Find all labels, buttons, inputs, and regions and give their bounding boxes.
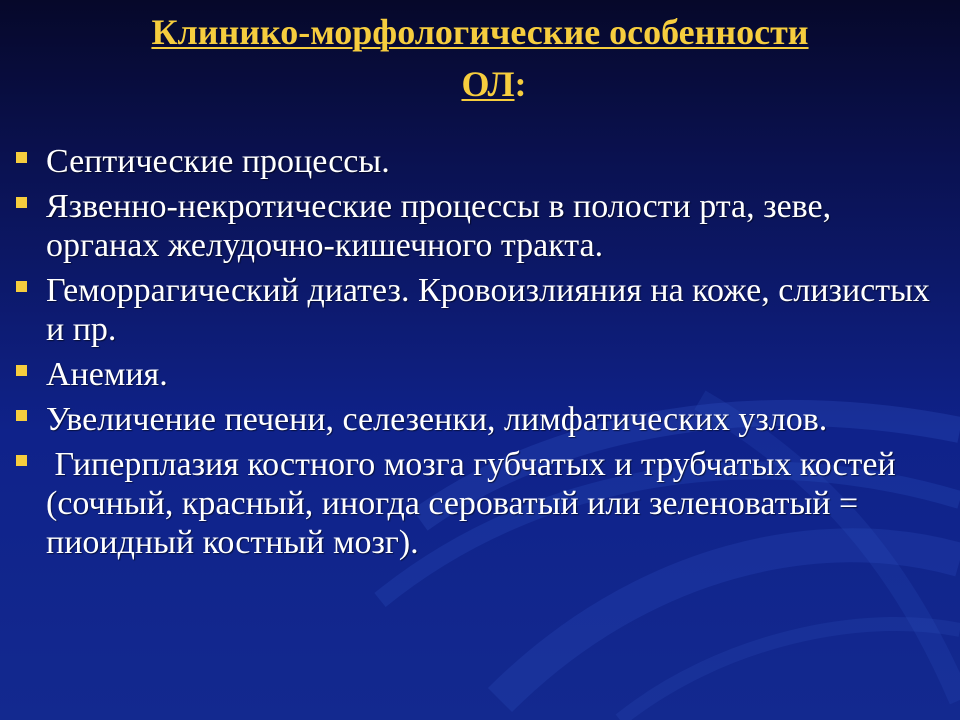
bullet-item [14,142,944,181]
title-line-1: Клинико-морфологические особенности [151,12,809,52]
bullet-square-icon [16,197,27,208]
bullet-item [14,400,944,439]
bullet-square-icon [16,152,27,163]
bullet-square-icon [16,281,27,292]
bullet-item [14,187,944,265]
bullet-square-icon [16,410,27,421]
bullet-item [14,271,944,349]
bullet-text: Гиперплазия костного мозга губчатых и трубчатых костей (сочный, красный, иногда сероватый или зеленоватый = пиоидный костный мозг). [46,446,905,561]
bullet-text: Увеличение печени, селезенки, лимфатических узлов. [46,401,828,438]
bullet-item [14,445,944,562]
bullet-list [14,142,944,568]
title-colon: : [514,64,527,104]
bullet-square-icon [16,365,27,376]
bullet-text: Септические процессы. [46,143,390,180]
bullet-item [14,355,944,394]
bullet-text: Геморрагический диатез. Кровоизлияния на коже, слизистых и пр. [46,272,930,348]
title-line-2 [0,58,960,110]
bullet-square-icon [16,455,27,466]
title-abbreviation: ОЛ [461,64,515,104]
bullet-text: Анемия. [46,356,168,393]
bullet-text: Язвенно-некротические процессы в полости рта, зеве, органах желудочно-кишечного тракта. [46,188,832,264]
slide-title [0,6,960,110]
